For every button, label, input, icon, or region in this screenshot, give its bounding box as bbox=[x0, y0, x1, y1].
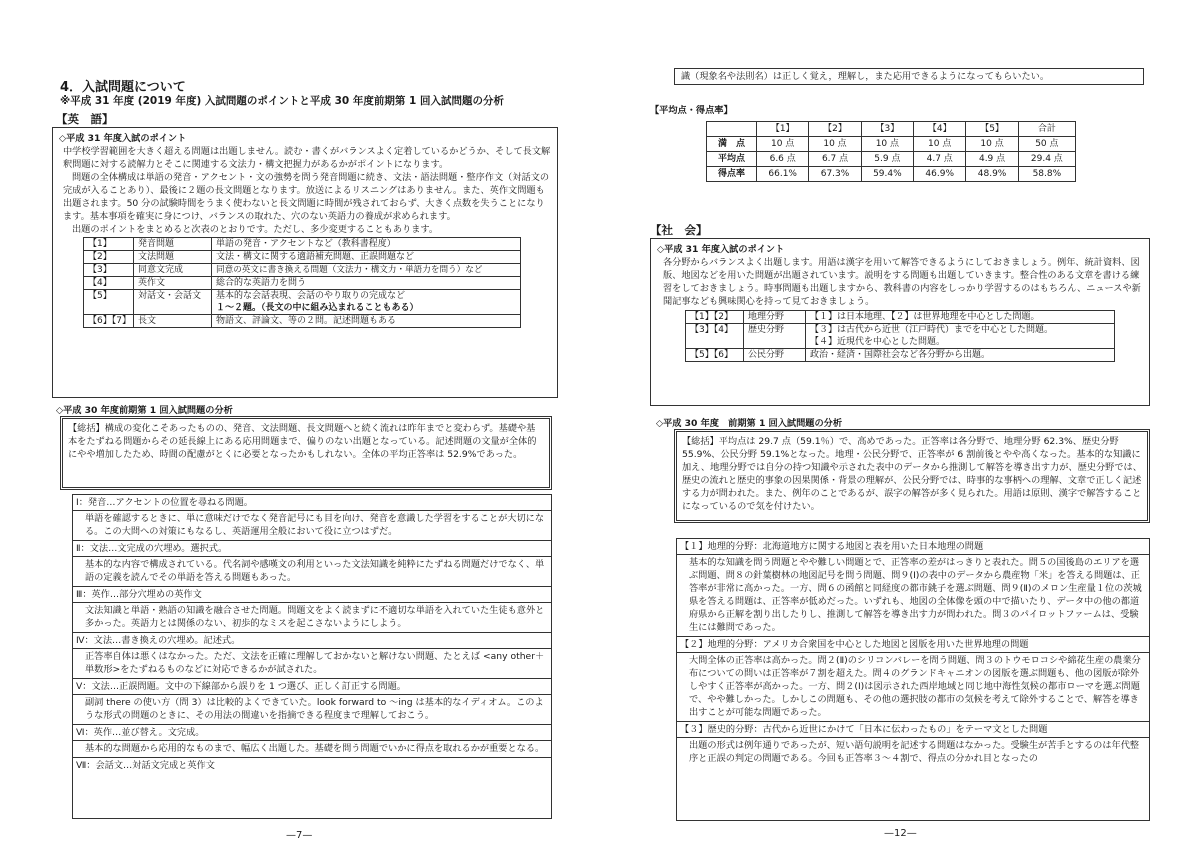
table-row: 得点率 66.1% 67.3% 59.4% 46.9% 48.9% 58.8% bbox=[707, 167, 1076, 182]
summary-box bbox=[676, 431, 1148, 521]
section-heading: 4．入試問題について bbox=[60, 80, 186, 95]
summary-box bbox=[62, 418, 550, 488]
table-row: 【2】 文法問題 文法・構文に関する適語補充問題、正誤問題など bbox=[84, 251, 521, 264]
analysis-title: ◇平成 30 年度前期第 1 回入試問題の分析 bbox=[56, 405, 233, 416]
analysis-sections-box bbox=[72, 494, 552, 819]
english-points-box bbox=[52, 127, 558, 398]
right-page bbox=[648, 0, 1153, 849]
page-number: —12— bbox=[884, 828, 917, 839]
section-body: 出題の形式は例年通りであったが、短い語句説明を記述する問題はなかった。受験生が苦手とするのは年代整序と正誤の判定の問題である。今回も正答率３～４割で、得点の分かれ目となったの bbox=[689, 740, 1140, 764]
table-row: 【1】 発音問題 単語の発音・アクセントなど（教科書程度） bbox=[84, 238, 521, 251]
subject-title-english: 【英 語】 bbox=[56, 112, 114, 126]
english-question-table bbox=[83, 237, 521, 328]
points-paragraph: 出題のポイントをまとめると次表のとおりです。ただし、多少変更することもあります。 bbox=[72, 224, 439, 235]
section-head: Ⅰ：発音…アクセントの位置を尋ねる問題。 bbox=[73, 495, 551, 511]
section-head: Ⅱ：文法…文完成の穴埋め。選択式。 bbox=[73, 541, 551, 557]
points-paragraph: 問題の全体構成は単語の発音・アクセント・文の強勢を問う発音問題に続き、文法・語法問題・整序作文（対話文の完成が入ることあり）、最後に２題の長文問題となります。放送によるリスニングはありません。また、英作文問題も出題されます。50 分の試験時間をうまく使わないと長文問題に時間が残されておらず、大きく点数を失うことになります。基本事項を確実に身につけ、バランスの取れた、穴のない英語力の養成が求められます。 bbox=[63, 172, 550, 222]
section-head: Ⅲ：英作…部分穴埋めの英作文 bbox=[73, 587, 551, 603]
points-paragraph: 中学校学習範囲を大きく超える問題は出題しません。読む・書くがバランスよく定着しているかどうか、そして長文解釈問題に対する読解力とそこに関連する文法力・構文把握力があるかがポイントになります。 bbox=[63, 146, 551, 170]
table-row: 【1】【2】 地理分野 【１】は日本地理、【２】は世界地理を中心とした問題。 bbox=[686, 311, 1115, 324]
summary-text: 平均点は 29.7 点（59.1％）で、高めであった。正答率は各分野で、地理分野 62.3%、歴史分野 55.9%、公民分野 59.1%となった。地理・公民分野で、正答率が 6 割前後とやや高くなった。基本的な知識に加え、地理分野では自分の持つ知識や示された表中のデータから推測して解答を導き出す力が、歴史分野では、歴史の流れと歴史的事象の因果関係・背景の理解が、公民分野では、時事的な事柄への理解、文章で正しく記述する力が問われた。また、例年のことであるが、誤字の解答が多く見られた。用語は原則、漢字で解答することになっているので気を付けたい。 bbox=[682, 436, 1142, 512]
section-body: 基本的な知識を問う問題とやや難しい問題とで、正答率の差がはっきりと表れた。問５の国後島のエリアを選ぶ問題、問８の針葉樹林の地図記号を問う問題、問９(Ⅰ)の表中のデータから農産物「米」を答える問題は、正答率が非常に高かった。一方、問６の函館と同経度の都市銚子を選ぶ問題、問９(Ⅱ)のメロン生産量１位の茨城県を答える問題は、正答率が低めだった。いずれも、地図の全体像を頭の中で描いたり、データ中の他の都道府県から正解を割り出したりし、推測して解答を導き出す力が問われた。問３のパイロットファームは、受験生には難問であった。 bbox=[677, 555, 1149, 637]
left-page bbox=[50, 0, 560, 849]
table-row: 平均点 6.6 点 6.7 点 5.9 点 4.7 点 4.9 点 29.4 点 bbox=[707, 152, 1076, 167]
table-row: 【4】 英作文 総合的な英語力を問う bbox=[84, 277, 521, 290]
table-row: 【6】【7】 長文 物語文、評論文、等の２問。記述問題もある bbox=[84, 315, 521, 328]
section-head: Ⅴ：文法…正誤問題。文中の下線部から誤りを 1 つ選び、正しく訂正する問題。 bbox=[73, 679, 551, 695]
continued-text-box: 識（現象名や法則名）は正しく覚え，理解し，また応用できるようになってもらいたい。 bbox=[674, 68, 1144, 85]
score-table bbox=[706, 121, 1076, 182]
section-body: 正答率自体は悪くはなかった。ただ、文法を正確に理解しておかないと解けない問題、たとえば <any other＋単数形>をたずねるものなどに対応できるかが試された。 bbox=[73, 649, 551, 679]
summary-label: 【総括】 bbox=[682, 436, 719, 447]
table-row: 【3】【4】 歴史分野 【３】は古代から近世（江戸時代）までを中心とした問題。 【４】近現代を中心とした問題。 bbox=[686, 324, 1115, 349]
table-row: 満 点 10 点 10 点 10 点 10 点 10 点 50 点 bbox=[707, 137, 1076, 152]
section-body: 単語を確認するときに、単に意味だけでなく発音記号にも目を向け、発音を意識した学習をすることが大切になる。この大問への対策にもなるし、英語運用全般において役に立つはずだ。 bbox=[73, 511, 551, 541]
points-paragraph: 各分野からバランスよく出題します。用語は漢字を用いて解答できるようにしておきましょう。例年、統計資料、図版、地図などを用いた問題が出題されています。説明をする問題も出題していきます。整合性のある文章を書ける練習をしておきましょう。時事問題も出題しますから、教科書の内容をしっかり学習するのはもちろん、ニュースや新聞記事なども興味関心を持って見ておきましょう。 bbox=[663, 257, 1141, 307]
analysis-sections-box bbox=[676, 538, 1150, 821]
section-body: 基本的な内容で構成されている。代名詞や感嘆文の利用といった文法知識を純粋にたずねる問題だけでなく、単語の定義を読んでその単語を答える問題もあった。 bbox=[73, 557, 551, 587]
section-head: 【１】地理的分野：北海道地方に関する地図と表を用いた日本地理の問題 bbox=[677, 539, 1149, 555]
table-row: 【1】 【2】 【3】 【4】 【5】 合計 bbox=[707, 122, 1076, 137]
analysis-title: ◇平成 30 年度 前期第 1 回入試問題の分析 bbox=[656, 418, 843, 429]
subject-title-social: 【社 会】 bbox=[650, 223, 708, 237]
page-number: —7— bbox=[286, 830, 313, 841]
section-subheading: ※平成 31 年度 (2019 年度) 入試問題のポイントと平成 30 年度前期第 1 回入試問題の分析 bbox=[60, 95, 504, 107]
section-head: 【２】地理的分野：アメリカ合衆国を中心とした地図と図版を用いた世界地理の問題 bbox=[677, 637, 1149, 653]
section-head: Ⅶ：会話文…対話文完成と英作文 bbox=[76, 760, 215, 771]
section-head: Ⅳ：文法…書き換えの穴埋め。記述式。 bbox=[73, 633, 551, 649]
social-field-table bbox=[685, 310, 1115, 362]
section-body: 大問全体の正答率は高かった。問２(Ⅱ)のシリコンバレーを問う問題、問３のトウモロコシや綿花生産の農業分布についての問いは正答率が７割を超えた。問４のグランドキャニオンの図版を選ぶ問題も、他の図版が除外しやすく正答率が高かった。一方、問２(Ⅰ)は図示された西岸地域と同じ地中海性気候の都市ローマを選ぶ問題で、やや難しかった。しかしこの問題も、その他の選択肢の都市の気候を考えて除外することで、解答を導き出すことが可能な問題であった。 bbox=[677, 653, 1149, 722]
points-title: ◇平成 31 年度入試のポイント bbox=[657, 244, 785, 255]
table-row: 【5】【6】 公民分野 政治・経済・国際社会など各分野から出題。 bbox=[686, 349, 1115, 362]
points-title: ◇平成 31 年度入試のポイント bbox=[59, 133, 187, 144]
social-points-box bbox=[650, 238, 1150, 406]
section-head: Ⅵ：英作…並び替え。文完成。 bbox=[73, 725, 551, 741]
section-body: 文法知識と単語・熟語の知識を融合させた問題。問題文をよく読まずに不適切な単語を入れていた生徒も意外と多かった。英語力とは関係のない、初歩的なミスを起こさないようにしよう。 bbox=[73, 603, 551, 633]
summary-label: 【総括】 bbox=[68, 423, 105, 434]
score-title: 【平均点・得点率】 bbox=[650, 105, 733, 116]
section-body: 副詞 there の使い方（問 3）は比較的よくできていた。look forward to ～ing は基本的なイディオム。このような形式の問題のときに、その用法の間違いを指摘できる程度まで理解しておこう。 bbox=[73, 695, 551, 725]
summary-text: 構成の変化こそあったものの、発音、文法問題、長文問題へと続く流れは昨年までと変わらず。基礎や基本をたずねる問題からその延長線上にある応用問題まで、偏りのない出題となっている。記述問題の文量が全体的にやや増加したため、時間の配慮がとくに必要となったかもしれない。全体の平均正答率は 52.9%であった。 bbox=[68, 423, 537, 460]
section-body: 基本的な問題から応用的なものまで、幅広く出題した。基礎を問う問題でいかに得点を取れるかが重要となる。 bbox=[73, 741, 551, 758]
section-head: 【３】歴史的分野：古代から近世にかけて「日本に伝わったもの」をテーマ文とした問題 bbox=[677, 722, 1149, 738]
table-row: 【5】 対話文・会話文 基本的な会話表現、会話のやり取りの完成など １～２題。（長文の中に組み込まれることもある） bbox=[84, 290, 521, 315]
table-row: 【3】 同意文完成 同意の英文に書き換える問題（文法力・構文力・単語力を問う）など bbox=[84, 264, 521, 277]
